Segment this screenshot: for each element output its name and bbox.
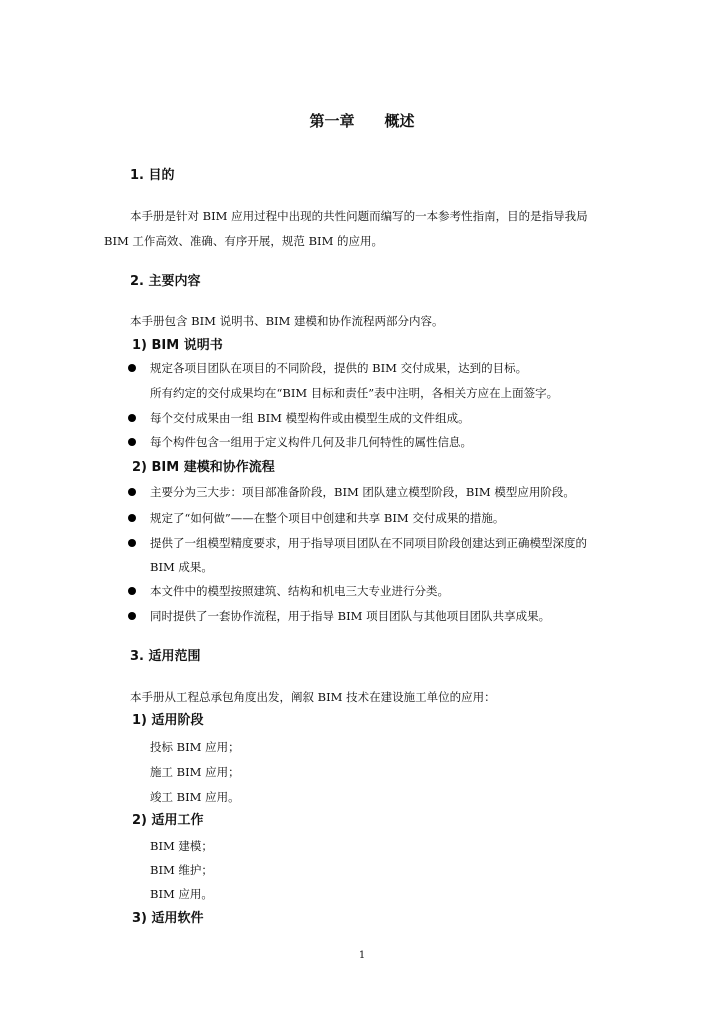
paragraph-line: 本手册包含 BIM 说明书、BIM 建模和协作流程两部分内容。 xyxy=(130,314,444,328)
list-item: 每个构件包含一组用于定义构件几何及非几何特性的属性信息。 xyxy=(150,435,472,449)
chapter-number: 第一章 xyxy=(309,112,355,130)
list-item: 施工 BIM 应用； xyxy=(150,765,240,779)
list-item: BIM 应用。 xyxy=(150,887,213,901)
bullet-icon xyxy=(128,438,136,446)
bullet-icon xyxy=(128,514,136,522)
chapter-title: 概述 xyxy=(384,112,415,130)
list-item: 规定了“如何做”——在整个项目中创建和共享 BIM 交付成果的措施。 xyxy=(150,511,505,525)
list-item: 竣工 BIM 应用。 xyxy=(150,790,240,804)
list-item: 主要分为三大步：项目部准备阶段，BIM 团队建立模型阶段，BIM 模型应用阶段。 xyxy=(150,485,575,499)
list-item: 提供了一组模型精度要求，用于指导项目团队在不同项目阶段创建达到正确模型深度的 xyxy=(150,536,587,550)
section-heading-content: 2. 主要内容 xyxy=(130,274,201,289)
paragraph-line: BIM 工作高效、准确、有序开展，规范 BIM 的应用。 xyxy=(104,234,384,248)
subsection-heading: 2) 适用工作 xyxy=(132,813,204,828)
list-item-continuation: BIM 成果。 xyxy=(150,560,213,574)
subsection-heading: 3) 适用软件 xyxy=(132,911,204,926)
bullet-icon xyxy=(128,414,136,422)
subsection-heading: 2) BIM 建模和协作流程 xyxy=(132,460,275,475)
list-item: BIM 建模； xyxy=(150,839,213,853)
page-title xyxy=(0,110,724,131)
bullet-icon xyxy=(128,364,136,372)
section-heading-scope: 3. 适用范围 xyxy=(130,649,201,664)
subsection-heading: 1) 适用阶段 xyxy=(132,713,204,728)
subsection-heading: 1) BIM 说明书 xyxy=(132,338,223,353)
page-number: 1 xyxy=(358,950,366,961)
section-heading-purpose: 1. 目的 xyxy=(130,168,175,183)
paragraph-line: 本手册从工程总承包角度出发，阐叙 BIM 技术在建设施工单位的应用： xyxy=(130,690,496,704)
list-item-continuation: 所有约定的交付成果均在“BIM 目标和责任”表中注明，各相关方应在上面签字。 xyxy=(150,386,559,400)
list-item: 投标 BIM 应用； xyxy=(150,740,240,754)
bullet-icon xyxy=(128,612,136,620)
list-item: 本文件中的模型按照建筑、结构和机电三大专业进行分类。 xyxy=(150,584,449,598)
list-item: 同时提供了一套协作流程，用于指导 BIM 项目团队与其他项目团队共享成果。 xyxy=(150,609,551,623)
bullet-icon xyxy=(128,539,136,547)
list-item: BIM 维护； xyxy=(150,863,213,877)
bullet-icon xyxy=(128,587,136,595)
list-item: 规定各项目团队在项目的不同阶段，提供的 BIM 交付成果，达到的目标。 xyxy=(150,361,528,375)
paragraph-line: 本手册是针对 BIM 应用过程中出现的共性问题而编写的一本参考性指南，目的是指导我局 xyxy=(130,209,588,223)
bullet-icon xyxy=(128,488,136,496)
list-item: 每个交付成果由一组 BIM 模型构件或由模型生成的文件组成。 xyxy=(150,411,470,425)
